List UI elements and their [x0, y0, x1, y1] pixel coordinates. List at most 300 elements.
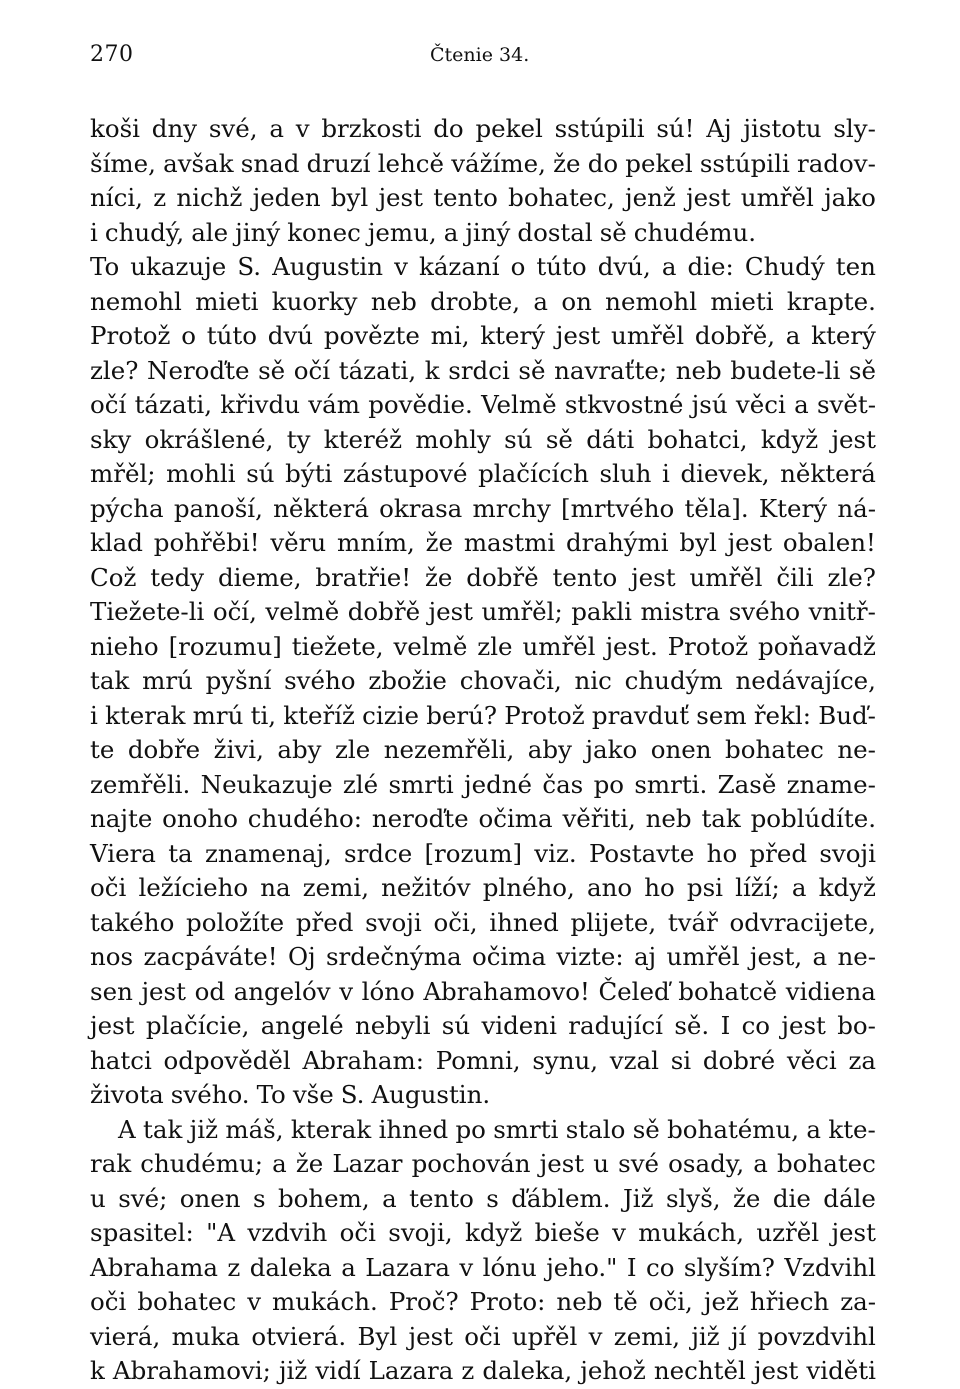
word: jest [753, 1356, 799, 1385]
word: a [382, 1183, 397, 1213]
word: jest [408, 1321, 453, 1351]
word: neroďte [371, 804, 469, 833]
word: nedávajíce, [735, 666, 876, 695]
word: vidiena [785, 976, 876, 1006]
word: sluh [599, 459, 652, 488]
word: slyš, [665, 1183, 721, 1213]
word: položíte [186, 907, 285, 937]
word: živi, [213, 735, 264, 764]
word: svého [728, 597, 801, 626]
word: jest [428, 597, 474, 626]
word: jiný [235, 217, 281, 247]
word: bohem, [277, 1183, 370, 1213]
word: neb [645, 804, 692, 833]
word: tě [613, 1287, 638, 1316]
word: kterak [105, 700, 186, 730]
word: vzdvih [247, 1218, 328, 1247]
word: brzkosti [321, 114, 422, 143]
word: ten [835, 252, 876, 281]
word: bieše [534, 1218, 600, 1247]
text-line [90, 940, 876, 975]
word: ale [191, 217, 229, 247]
word: a [812, 942, 828, 971]
word: bratřie! [315, 562, 412, 592]
word: dieme, [218, 562, 302, 592]
word: z [153, 183, 167, 212]
word: k [424, 355, 440, 385]
text-line [90, 561, 876, 596]
word: tedy [150, 562, 205, 592]
word: navraťte; [554, 355, 668, 385]
word: do [587, 148, 619, 178]
word: nos [90, 942, 134, 971]
text-line [90, 975, 876, 1010]
word: svého [284, 666, 356, 695]
word: si [670, 1045, 692, 1075]
word: tak [701, 804, 741, 833]
word: hřiech [749, 1287, 830, 1316]
word: zle [477, 631, 513, 661]
word: vzal [609, 1045, 659, 1075]
word: Proto: [469, 1287, 546, 1316]
text-line [90, 699, 876, 734]
word: srdci [448, 355, 510, 385]
word: zlé [342, 769, 379, 799]
word: již [189, 1114, 219, 1144]
text-line [90, 871, 876, 906]
word: v [247, 1287, 262, 1316]
word: a [806, 1114, 822, 1144]
word: sě [518, 355, 546, 385]
word: lehcě [377, 148, 445, 178]
word: umřěl [740, 183, 814, 212]
word: Augustin [272, 252, 384, 281]
word: [rozum] [424, 838, 522, 868]
word: když [760, 424, 819, 454]
word: co [741, 1011, 771, 1040]
word: z [461, 1356, 475, 1385]
word: aby [527, 735, 572, 764]
word: očima [478, 804, 553, 833]
word: chudým [624, 666, 723, 695]
word: pochován [411, 1149, 531, 1178]
word: ano [586, 873, 633, 902]
word: nebyli [354, 1011, 431, 1040]
word: Viera [90, 838, 156, 868]
text-line [90, 1216, 876, 1251]
word: nic [574, 666, 612, 695]
page-number: 270 [90, 42, 134, 67]
word: vizte: [556, 942, 624, 971]
word: pravduť [591, 700, 690, 730]
word: Protož [90, 321, 171, 350]
word: a [269, 114, 284, 143]
word: věřiti, [562, 804, 636, 833]
word: sú [441, 1011, 471, 1040]
word: bo- [837, 1011, 876, 1040]
word: on [561, 286, 592, 316]
word: upřěl [511, 1321, 578, 1351]
word: kterak [290, 1114, 372, 1144]
word: berú? [426, 700, 498, 730]
word: krapte. [786, 286, 876, 316]
word: najte [90, 804, 153, 833]
word: tento [552, 562, 618, 592]
word: jež [703, 1287, 739, 1316]
word: v [339, 976, 354, 1006]
word: tázati, [338, 355, 417, 385]
word: sě. [674, 1011, 710, 1040]
word: zemi, [302, 873, 370, 902]
word: který [480, 321, 545, 350]
word: zemřěli. [90, 769, 191, 799]
word: máš, [225, 1114, 284, 1144]
word: kuorky [271, 286, 358, 316]
word: kte- [828, 1114, 876, 1144]
text-line [90, 1182, 876, 1217]
word: Čeleď [598, 976, 670, 1006]
word: plačície, [145, 1011, 250, 1040]
word: Tiežete-li [90, 597, 205, 626]
word: drobte, [430, 286, 521, 316]
word: oči [464, 1321, 501, 1351]
text-line [90, 388, 876, 423]
text-line [90, 906, 876, 941]
word: radující [568, 1011, 664, 1040]
word: [mrtvého [561, 493, 675, 523]
word: sě [599, 217, 627, 247]
text-line [90, 216, 876, 251]
word: Což [90, 562, 137, 592]
word: křivdu [220, 390, 300, 419]
word: Abrahamovi; [112, 1356, 271, 1385]
word: plijete, [570, 907, 657, 937]
word: dobré [702, 1045, 776, 1075]
word: svoji [365, 907, 422, 937]
word: že [553, 148, 581, 178]
word: Lazara [368, 1356, 454, 1385]
word: již [278, 1356, 308, 1385]
word: neb [556, 1287, 603, 1316]
word: jest. [605, 631, 658, 661]
word: očí [293, 355, 331, 385]
word: jest [781, 1011, 826, 1040]
word: ukazuje [130, 252, 227, 281]
word: zacpáváte! [143, 942, 278, 971]
word: u [593, 1149, 610, 1178]
word: Byl [357, 1321, 398, 1351]
word: Lazara [365, 1252, 450, 1282]
word: své, [208, 114, 258, 143]
word: jeden [252, 183, 321, 212]
text-line [90, 1285, 876, 1320]
word: panoší, [173, 493, 263, 523]
word: a [443, 217, 459, 247]
word: bohatec [725, 735, 824, 764]
word: sstúpili [699, 148, 790, 178]
word: oči, [433, 907, 478, 937]
word: a [785, 321, 801, 350]
word: jest [831, 1218, 876, 1247]
text-line [90, 630, 876, 665]
word: sly- [833, 114, 876, 143]
word: dievek, [680, 459, 770, 488]
word: die [772, 1183, 811, 1213]
word: Chudý [744, 252, 825, 281]
word: rak [90, 1149, 132, 1178]
word: u [90, 1183, 106, 1213]
word: a [791, 873, 807, 902]
word: mohly [415, 424, 491, 454]
word: mastmi [463, 528, 556, 557]
word: bohatci, [647, 424, 748, 454]
word: drahými [565, 528, 669, 557]
word: po [593, 769, 624, 799]
word: jest [90, 1011, 135, 1040]
word: očí [90, 390, 127, 419]
word: srdce [344, 838, 413, 868]
word: života [90, 1080, 164, 1109]
word: znamenaj, [204, 838, 332, 868]
word: řekl: [753, 700, 811, 730]
word: onoho [162, 804, 238, 833]
word: smrti [493, 1114, 559, 1144]
word: ležícieho [138, 873, 249, 902]
word: líží; [735, 873, 780, 902]
word: daleka, [482, 1356, 573, 1385]
word: že [733, 1183, 761, 1213]
word: zbožie [368, 666, 447, 695]
word: bohatec [777, 1149, 876, 1178]
word: za [848, 1045, 876, 1075]
word: mukách. [272, 1287, 378, 1316]
word: oči [90, 1287, 127, 1316]
word: túto [206, 321, 257, 350]
word: umřěl [522, 631, 596, 661]
word: nichž [176, 183, 243, 212]
word: s [486, 1183, 499, 1213]
word: svoji, [388, 1218, 453, 1247]
word: Oj [287, 942, 316, 971]
word: zname- [786, 769, 876, 799]
word: vše [292, 1080, 334, 1109]
word: sen [90, 976, 133, 1006]
word: To [90, 252, 120, 281]
word: tento [409, 1183, 474, 1213]
word: a [341, 1252, 356, 1282]
word: dobřě [347, 597, 421, 626]
word: jest [378, 183, 423, 212]
word: snad [240, 148, 300, 178]
word: Zasě [717, 769, 777, 799]
word: oči, [648, 1287, 693, 1316]
word: od [194, 976, 225, 1006]
word: býti [285, 459, 333, 488]
word: Abraham: [302, 1045, 425, 1075]
word: ta [168, 838, 193, 868]
word: srdečnýma [325, 942, 462, 971]
word: Neukazuje [200, 769, 333, 799]
word: neb [370, 286, 417, 316]
word: uzřěl [756, 1218, 820, 1247]
text-line [90, 733, 876, 768]
word: plačících [478, 459, 589, 488]
word: stkvostné [564, 390, 684, 419]
text-line [90, 664, 876, 699]
word: radov- [796, 148, 876, 178]
word: o [181, 321, 196, 350]
word: povědie. [368, 390, 473, 419]
word: jest [727, 528, 773, 557]
word: povzdvihl [757, 1321, 876, 1351]
word: avšak [163, 148, 234, 178]
word: sú! [656, 114, 695, 143]
word: vidí [315, 1356, 361, 1385]
word: zle? [827, 562, 876, 592]
word: pekel [625, 148, 693, 178]
word: daleka [249, 1252, 332, 1282]
word: stalo [565, 1114, 626, 1144]
word: sstúpili [554, 114, 645, 143]
word: To [256, 1080, 286, 1109]
word: čas [542, 769, 584, 799]
word: a [661, 252, 677, 281]
word: když [818, 873, 876, 902]
word: videni [481, 1011, 557, 1040]
word: dobře [127, 735, 201, 764]
word: bohatec, [508, 183, 615, 212]
word: své; [118, 1183, 168, 1213]
word: chovači, [459, 666, 562, 695]
word: věci [735, 390, 786, 419]
word: i [90, 700, 98, 730]
word: Proč? [388, 1287, 459, 1316]
word: dostal [517, 217, 593, 247]
word: kteréž [323, 424, 403, 454]
word: kteříž [283, 700, 355, 730]
word: za- [840, 1287, 876, 1316]
word: bohatcě [678, 976, 778, 1006]
word: psi [686, 873, 723, 902]
word: jistotu [743, 114, 822, 143]
word: angelóv [233, 976, 331, 1006]
word: Pomni, [435, 1045, 521, 1075]
word: oči [339, 1218, 376, 1247]
word: viděti [806, 1356, 876, 1385]
word: jeho." [546, 1252, 618, 1282]
word: I [626, 1252, 637, 1282]
word: v [295, 114, 310, 143]
word: některá [273, 493, 369, 523]
text-line [90, 1044, 876, 1079]
word: bohatec [137, 1287, 237, 1316]
word: jest [686, 183, 731, 212]
word: ne- [837, 735, 876, 764]
word: nechtěl [653, 1356, 746, 1385]
word: ihned [378, 1114, 449, 1144]
word: kázaní [418, 252, 500, 281]
word: dále [823, 1183, 876, 1213]
word: odpověděl [163, 1045, 291, 1075]
word: jsú [691, 390, 728, 419]
text-line [90, 492, 876, 527]
word: mieti [195, 286, 259, 316]
word: v [612, 1218, 626, 1247]
word: jest [555, 321, 601, 350]
text-line [90, 181, 876, 216]
word: jenž [625, 183, 676, 212]
word: byl [330, 183, 369, 212]
word: osady, [668, 1149, 745, 1178]
word: v [394, 252, 408, 281]
word: dvú [267, 321, 314, 350]
word: umřěl [666, 942, 740, 971]
word: pekel [475, 114, 543, 143]
word: takého [90, 907, 175, 937]
word: Neroďte [147, 355, 250, 385]
word: tak [143, 1114, 183, 1144]
text-line [90, 595, 876, 630]
text-line [90, 837, 876, 872]
word: angelé [260, 1011, 344, 1040]
word: jí [730, 1321, 747, 1351]
word: ná- [837, 493, 876, 523]
word: sú [504, 424, 533, 454]
word: [rozumu] [168, 631, 282, 661]
word: oči [90, 873, 127, 902]
word: dny [151, 114, 198, 143]
word: mrú [142, 666, 193, 695]
word: synu, [532, 1045, 599, 1075]
word: svoji [819, 838, 876, 868]
word: budete-li [730, 355, 841, 385]
body-text [90, 112, 876, 1389]
text-line [90, 802, 876, 837]
word: již [691, 1321, 720, 1351]
word: čili [776, 562, 814, 592]
word: některá [780, 459, 876, 488]
word: dobřě, [694, 321, 775, 350]
word: mieti [710, 286, 774, 316]
word: jest [539, 1149, 585, 1178]
word: vnitř- [808, 597, 876, 626]
word: die: [687, 252, 734, 281]
text-line [90, 112, 876, 147]
word: nežitóv [381, 873, 471, 902]
word: onen [650, 735, 712, 764]
word: šíme, [90, 148, 156, 178]
word: z [227, 1252, 241, 1282]
word: mřěl; [90, 459, 156, 488]
word: své [618, 1149, 660, 1178]
word: smrti [388, 769, 454, 799]
word: s [252, 1183, 266, 1213]
word: pohřěbi! [153, 528, 260, 557]
word: tiežete, [291, 631, 384, 661]
word: cizie [362, 700, 419, 730]
text-line [90, 1147, 876, 1182]
word: lóno [361, 976, 415, 1006]
word: ty [286, 424, 311, 454]
word: jedné [463, 769, 533, 799]
word: sě [258, 355, 286, 385]
word: jest [141, 976, 186, 1006]
word: sú [246, 459, 275, 488]
text-line [90, 250, 876, 285]
word: lónu [482, 1252, 537, 1282]
word: nieho [90, 631, 159, 661]
word: klad [90, 528, 143, 557]
